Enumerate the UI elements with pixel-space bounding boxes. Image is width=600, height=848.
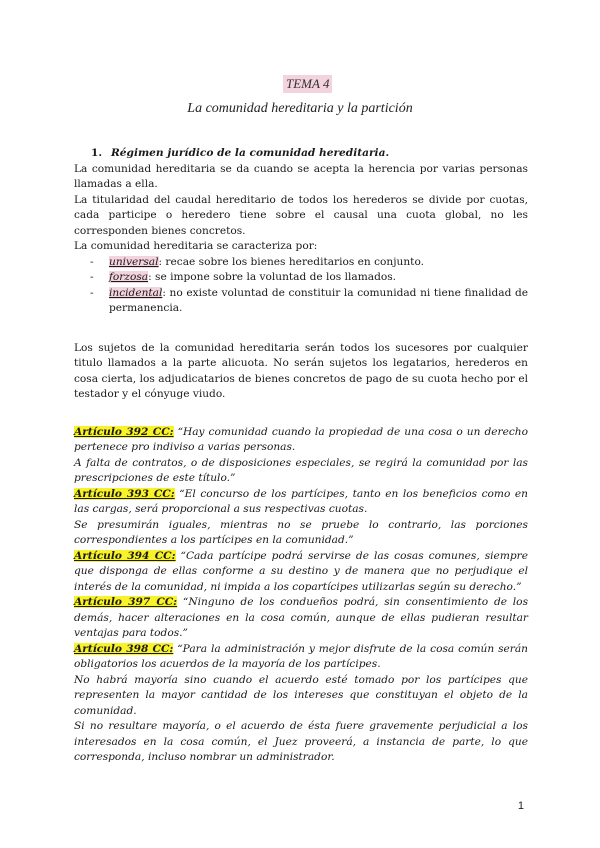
article-text: A falta de contratos, o de disposiciones especiales, se regirá la comunidad por las prescripciones de este título.”	[74, 456, 528, 484]
article-text: “Ninguno de los condueños podrá, sin consentimiento de los demás, hacer alteraciones en la cosa común, aunque de ellas pudieran resultar ventajas para todos.”	[74, 596, 528, 639]
article-text: Se presumirán iguales, mientras no se pruebe lo contrario, las porciones correspondientes a los partícipes en la comunidad.”	[74, 518, 528, 546]
article-paragraph	[74, 595, 528, 642]
article-paragraph	[74, 642, 528, 673]
list-item-text: : recae sobre los bienes hereditarios en conjunto.	[158, 255, 425, 268]
article-paragraph	[74, 549, 528, 596]
article-text: “Hay comunidad cuando la propiedad de una cosa o un derecho pertenece pro indiviso a varias personas.	[74, 425, 528, 453]
document-body	[74, 146, 528, 766]
list-item	[74, 270, 528, 286]
article-paragraph	[74, 487, 528, 518]
articles-block	[74, 425, 528, 766]
page-number: 1	[517, 800, 524, 812]
document-subtitle: La comunidad hereditaria y la partición	[187, 101, 413, 116]
list-item-term: forzosa	[109, 271, 149, 283]
article-paragraph	[74, 456, 528, 487]
topic-tag: TEMA 4	[283, 75, 332, 93]
section-title: Régimen jurídico de la comunidad hereditaria.	[111, 147, 390, 159]
article-text: “Cada partícipe podrá servirse de las cosas comunes, siempre que disponga de ellas conforme a su destino y de manera que no perjudique el interés de la comunidad, ni impida a los copartícipes utilizarlas según su derecho.”	[74, 549, 528, 593]
list-item	[74, 286, 528, 317]
list-item-term: universal	[109, 255, 159, 268]
article-label: Artículo 397 CC:	[74, 596, 178, 608]
article-text: No habrá mayoría sino cuando el acuerdo esté tomado por los partícipes que representen la mayor cantidad de los intereses que constituyan el objeto de la comunidad.	[74, 673, 528, 717]
bullet-dash: -	[90, 286, 94, 299]
bullet-dash: -	[90, 255, 94, 268]
list-item	[74, 255, 528, 271]
list-item-text: : se impone sobre la voluntad de los llamados.	[148, 271, 397, 283]
subjects-paragraph: Los sujetos de la comunidad hereditaria serán todos los sucesores por cualquier titulo llamados a la parte alicuota. No serán sujetos los legatarios, herederos en cosa cierta, los adjudicatarios de bienes concretos de pago de su cuota hecho por el testador y el cónyuge viudo.	[74, 341, 528, 400]
article-paragraph	[74, 673, 528, 720]
list-item-text: : no existe voluntad de constituir la comunidad ni tiene finalidad de permanencia.	[109, 286, 528, 314]
article-paragraph	[74, 518, 528, 549]
characteristics-list	[74, 255, 528, 317]
article-label: Artículo 394 CC:	[74, 549, 176, 562]
article-text: “Para la administración y mejor disfrute de la cosa común serán obligatorios los acuerdos de la mayoría de los partícipes.	[74, 642, 528, 670]
section-number: 1.	[91, 147, 103, 159]
list-item-term: incidental	[109, 286, 163, 299]
article-text: Si no resultare mayoría, o el acuerdo de ésta fuere gravemente perjudicial a los interesados en la cosa común, el Juez proveerá, a instancia de parte, lo que corresponda, incluso nombrar un administrador.	[74, 720, 528, 763]
paragraph: La titularidad del caudal hereditario de todos los herederos se divide por cuotas, cada participe o heredero tiene sobre el causal una cuota global, no les corresponden bienes concretos.	[74, 193, 528, 237]
article-paragraph	[74, 719, 528, 766]
article-label: Artículo 398 CC:	[74, 642, 174, 655]
paragraph: La comunidad hereditaria se caracteriza por:	[74, 240, 318, 252]
bullet-dash: -	[90, 271, 94, 283]
article-label: Artículo 392 CC:	[74, 425, 174, 438]
paragraph: La comunidad hereditaria se da cuando se acepta la herencia por varias personas llamadas a ella.	[74, 162, 528, 190]
article-paragraph	[74, 425, 528, 456]
article-label: Artículo 393 CC:	[74, 487, 175, 500]
article-text: “El concurso de los partícipes, tanto en los beneficios como en las cargas, será proporcional a sus respectivas cuotas.	[74, 487, 528, 515]
section-heading	[91, 146, 528, 162]
